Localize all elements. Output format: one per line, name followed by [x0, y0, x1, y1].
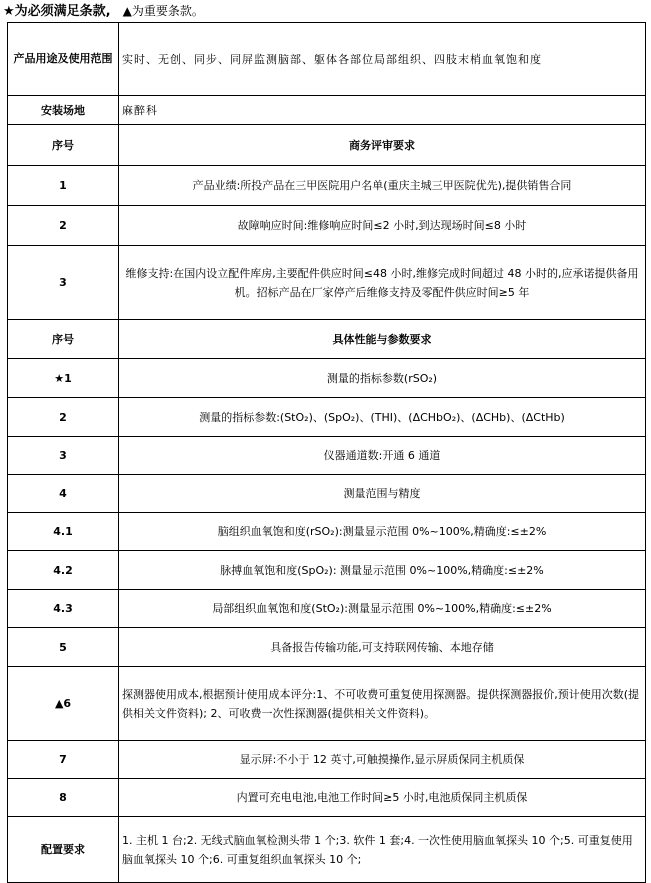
- specs-title-header: 具体性能与参数要求: [119, 320, 646, 359]
- config-text: 1. 主机 1 台;2. 无线式脑血氧检测头带 1 个;3. 软件 1 套;4. 一次性使用脑血氧探头 10 个;5. 可重复使用脑血氧探头 10 个;6. 可重复组织血氧探头 10 个;: [119, 817, 646, 883]
- row-text: 测量的指标参数(rSO₂): [119, 359, 646, 398]
- row-index: 5: [8, 628, 119, 667]
- row-text: 内置可充电电池,电池工作时间≥5 小时,电池质保同主机质保: [119, 779, 646, 817]
- table-row: [8, 779, 646, 817]
- row-text: 故障响应时间:维修响应时间≤2 小时,到达现场时间≤8 小时: [119, 206, 646, 246]
- table-row: [8, 359, 646, 398]
- table-row: [8, 741, 646, 779]
- row-index: 8: [8, 779, 119, 817]
- star-note: ★为必须满足条款,: [3, 4, 111, 19]
- row-text: 脑组织血氧饱和度(rSO₂):测量显示范围 0%~100%,精确度:≤±2%: [119, 513, 646, 551]
- business-title-header: 商务评审要求: [119, 125, 646, 166]
- row-index: 2: [8, 206, 119, 246]
- table-row: [8, 475, 646, 513]
- table-row: [8, 551, 646, 590]
- row-text: 维修支持:在国内设立配件库房,主要配件供应时间≤48 小时,维修完成时间超过 48 小时的,应承诺提供备用机。招标产品在厂家停产后维修支持及零配件供应时间≥5 年: [119, 246, 646, 320]
- row-index: 2: [8, 398, 119, 437]
- table-row: [8, 398, 646, 437]
- row-text: 探测器使用成本,根据预计使用成本评分:1、不可收费可重复使用探测器。提供探测器报价,预计使用次数(提供相关文件资料); 2、可收费一次性探测器(提供相关文件资料)。: [119, 667, 646, 741]
- row-index: 4.1: [8, 513, 119, 551]
- table-row: [8, 206, 646, 246]
- row-index: 7: [8, 741, 119, 779]
- row-text: 显示屏:不小于 12 英寸,可触摸操作,显示屏质保同主机质保: [119, 741, 646, 779]
- row-text: 脉搏血氧饱和度(SpO₂): 测量显示范围 0%~100%,精确度:≤±2%: [119, 551, 646, 590]
- config-label: 配置要求: [8, 817, 119, 883]
- row-index: 4: [8, 475, 119, 513]
- table-row: [8, 667, 646, 741]
- table-row: [8, 166, 646, 206]
- specs-header-row: [8, 320, 646, 359]
- legend-note: [3, 2, 204, 21]
- row-text: 局部组织血氧饱和度(StO₂):测量显示范围 0%~100%,精确度:≤±2%: [119, 590, 646, 628]
- row-index: 4.3: [8, 590, 119, 628]
- row-index: 1: [8, 166, 119, 206]
- table-row: [8, 590, 646, 628]
- row-index: ▲6: [8, 667, 119, 741]
- site-label: 安装场地: [8, 96, 119, 125]
- row-text: 测量范围与精度: [119, 475, 646, 513]
- site-value: 麻醉科: [119, 96, 646, 125]
- usage-value: 实时、无创、同步、同屏监测脑部、躯体各部位局部组织、四肢末梢血氧饱和度: [119, 23, 646, 96]
- triangle-note: ▲为重要条款。: [122, 4, 204, 18]
- table-row: [8, 628, 646, 667]
- row-text: 具备报告传输功能,可支持联网传输、本地存储: [119, 628, 646, 667]
- usage-row: [8, 23, 646, 96]
- table-row: [8, 437, 646, 475]
- specs-index-header: 序号: [8, 320, 119, 359]
- requirements-table: [7, 22, 646, 883]
- row-index: 3: [8, 246, 119, 320]
- config-row: [8, 817, 646, 883]
- row-text: 产品业绩:所投产品在三甲医院用户名单(重庆主城三甲医院优先),提供销售合同: [119, 166, 646, 206]
- row-text: 测量的指标参数:(StO₂)、(SpO₂)、(THI)、(ΔCHbO₂)、(ΔCHb)、(ΔCtHb): [119, 398, 646, 437]
- usage-label: 产品用途及使用范围: [8, 23, 119, 96]
- row-index: 4.2: [8, 551, 119, 590]
- table-row: [8, 513, 646, 551]
- site-row: [8, 96, 646, 125]
- row-index: ★1: [8, 359, 119, 398]
- business-index-header: 序号: [8, 125, 119, 166]
- business-header-row: [8, 125, 646, 166]
- table-row: [8, 246, 646, 320]
- row-text: 仪器通道数:开通 6 通道: [119, 437, 646, 475]
- row-index: 3: [8, 437, 119, 475]
